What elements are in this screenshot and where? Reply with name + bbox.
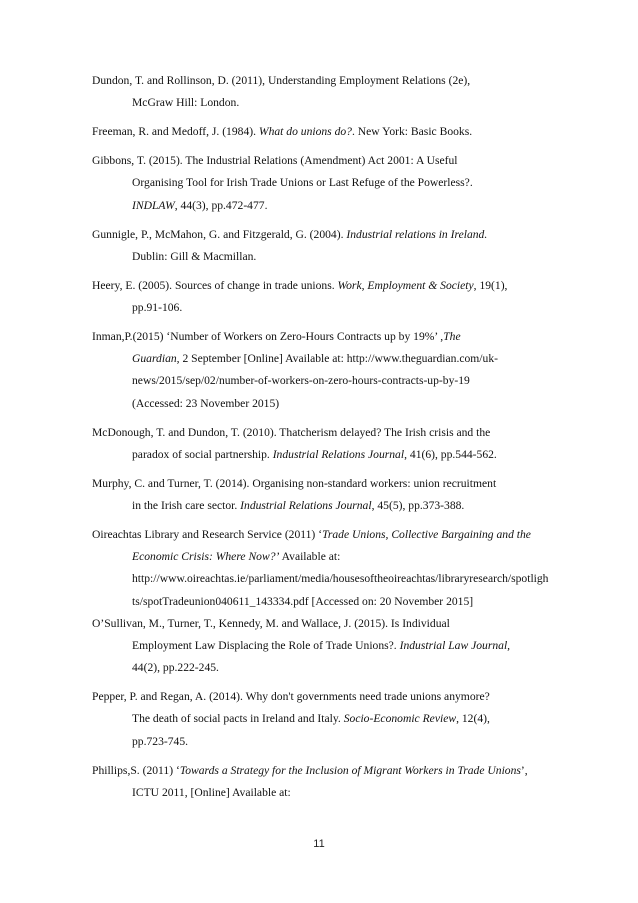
reference-italic-text: Towards a Strategy for the Inclusion of Migrant Workers in Trade Unions	[179, 763, 521, 777]
reference-text: pp.723-745.	[132, 734, 189, 748]
reference-text: Inman,P.(2015) ‘Number of Workers on Zero-Hours Contracts up by 19%’ ,	[92, 330, 444, 344]
reference-text: The death of social pacts in Ireland and Italy.	[132, 712, 344, 726]
reference-line	[92, 657, 604, 679]
reference-italic-text: Socio-Economic Review	[343, 712, 457, 726]
reference-line	[92, 275, 604, 297]
reference-text: in the Irish care sector.	[132, 499, 241, 513]
reference-entry	[92, 121, 604, 143]
reference-line	[92, 150, 604, 172]
reference-entry	[92, 686, 604, 753]
reference-line	[92, 613, 604, 635]
reference-text: , 45(5), pp.373-388.	[371, 499, 465, 513]
reference-line	[92, 524, 604, 546]
reference-line	[92, 195, 604, 217]
reference-italic-text: Economic Crisis: Where Now?’	[132, 550, 280, 564]
reference-text: , 44(3), pp.472-477.	[174, 198, 268, 212]
reference-text: pp.91-106.	[132, 301, 183, 315]
reference-entry	[92, 613, 604, 680]
reference-entry	[92, 275, 604, 319]
reference-italic-text: Industrial Law Journal,	[399, 639, 511, 653]
reference-text: paradox of social partnership.	[132, 447, 273, 461]
reference-line	[92, 246, 604, 268]
reference-text: , 12(4),	[456, 712, 490, 726]
reference-line	[92, 760, 604, 782]
reference-entry	[92, 524, 604, 613]
reference-text: McDonough, T. and Dundon, T. (2010). Thatcherism delayed? The Irish crisis and the	[92, 425, 491, 439]
reference-text: Gibbons, T. (2015). The Industrial Relations (Amendment) Act 2001: A Useful	[92, 154, 458, 168]
reference-text: 44(2), pp.222-245.	[132, 661, 219, 675]
reference-text: O’Sullivan, M., Turner, T., Kennedy, M. and Wallace, J. (2015). Is Individual	[92, 616, 450, 630]
reference-text: http://www.oireachtas.ie/parliament/media/housesoftheoireachtas/libraryresearch/spotligh	[132, 572, 549, 586]
reference-text: Phillips,S. (2011) ‘	[92, 763, 180, 777]
reference-entry	[92, 760, 604, 804]
reference-text: Heery, E. (2005). Sources of change in trade unions.	[92, 278, 338, 292]
reference-text: Murphy, C. and Turner, T. (2014). Organising non-standard workers: union recruitment	[92, 476, 497, 490]
reference-line	[92, 172, 604, 194]
reference-text: (Accessed: 23 November 2015)	[132, 396, 280, 410]
reference-text: Employment Law Displacing the Role of Trade Unions?.	[132, 639, 400, 653]
reference-text: Pepper, P. and Regan, A. (2014). Why don't governments need trade unions anymore?	[92, 690, 490, 704]
reference-italic-text: Work, Employment & Society	[337, 278, 474, 292]
reference-entry	[92, 224, 604, 268]
reference-text: Gunnigle, P., McMahon, G. and Fitzgerald, G. (2004).	[92, 227, 347, 241]
reference-text: Dublin: Gill & Macmillan.	[132, 249, 257, 263]
reference-text: Dundon, T. and Rollinson, D. (2011), Understanding Employment Relations (2e),	[92, 74, 471, 87]
reference-line	[92, 444, 604, 466]
reference-italic-text: Trade Unions, Collective Bargaining and the	[322, 528, 531, 542]
reference-text: , 19(1),	[473, 278, 508, 292]
reference-line	[92, 473, 604, 495]
reference-line	[92, 70, 604, 92]
reference-text: Oireachtas Library and Research Service (2011) ‘	[92, 528, 323, 542]
reference-line	[92, 224, 604, 246]
reference-italic-text: Industrial Relations Journal	[240, 499, 372, 513]
reference-line	[92, 568, 604, 590]
reference-italic-text: The	[443, 330, 461, 344]
reference-line	[92, 121, 604, 143]
reference-entry	[92, 70, 604, 114]
reference-entry	[92, 150, 604, 217]
reference-line	[92, 731, 604, 753]
reference-text: news/2015/sep/02/number-of-workers-on-zero-hours-contracts-up-by-19	[132, 374, 470, 388]
reference-text: , 41(6), pp.544-562.	[404, 447, 497, 461]
reference-line	[92, 422, 604, 444]
reference-text: ICTU 2011, [Online] Available at:	[132, 785, 291, 799]
reference-line	[92, 546, 604, 568]
reference-text: Freeman, R. and Medoff, J. (1984).	[92, 125, 259, 139]
reference-text: Organising Tool for Irish Trade Unions or Last Refuge of the Powerless?.	[132, 176, 473, 190]
reference-line	[92, 393, 604, 415]
reference-line	[92, 370, 604, 392]
reference-line	[92, 686, 604, 708]
reference-entry	[92, 473, 604, 517]
reference-text: 2 September [Online] Available at: http://www.theguardian.com/uk-	[179, 352, 498, 366]
reference-entry	[92, 422, 604, 466]
reference-line	[92, 591, 604, 613]
reference-italic-text: Industrial relations in Ireland.	[346, 227, 488, 241]
reference-text: McGraw Hill: London.	[132, 96, 240, 110]
page-number: 11	[313, 838, 325, 850]
reference-line	[92, 495, 604, 517]
reference-text: ts/spotTradeunion040611_143334.pdf [Accessed on: 20 November 2015]	[132, 594, 474, 608]
reference-line	[92, 782, 604, 804]
reference-line	[92, 326, 604, 348]
reference-line	[92, 92, 604, 114]
reference-italic-text: Guardian,	[132, 352, 180, 366]
reference-text: Available at:	[279, 550, 341, 564]
reference-line	[92, 348, 604, 370]
reference-italic-text: Industrial Relations Journal	[272, 447, 405, 461]
reference-line	[92, 708, 604, 730]
reference-text: . New York: Basic Books.	[351, 125, 473, 139]
reference-text: ’,	[520, 763, 528, 777]
reference-line	[92, 635, 604, 657]
reference-list	[92, 70, 604, 811]
reference-entry	[92, 326, 604, 415]
reference-line	[92, 297, 604, 319]
reference-italic-text: INDLAW	[132, 198, 175, 212]
reference-italic-text: What do unions do?	[258, 125, 352, 139]
